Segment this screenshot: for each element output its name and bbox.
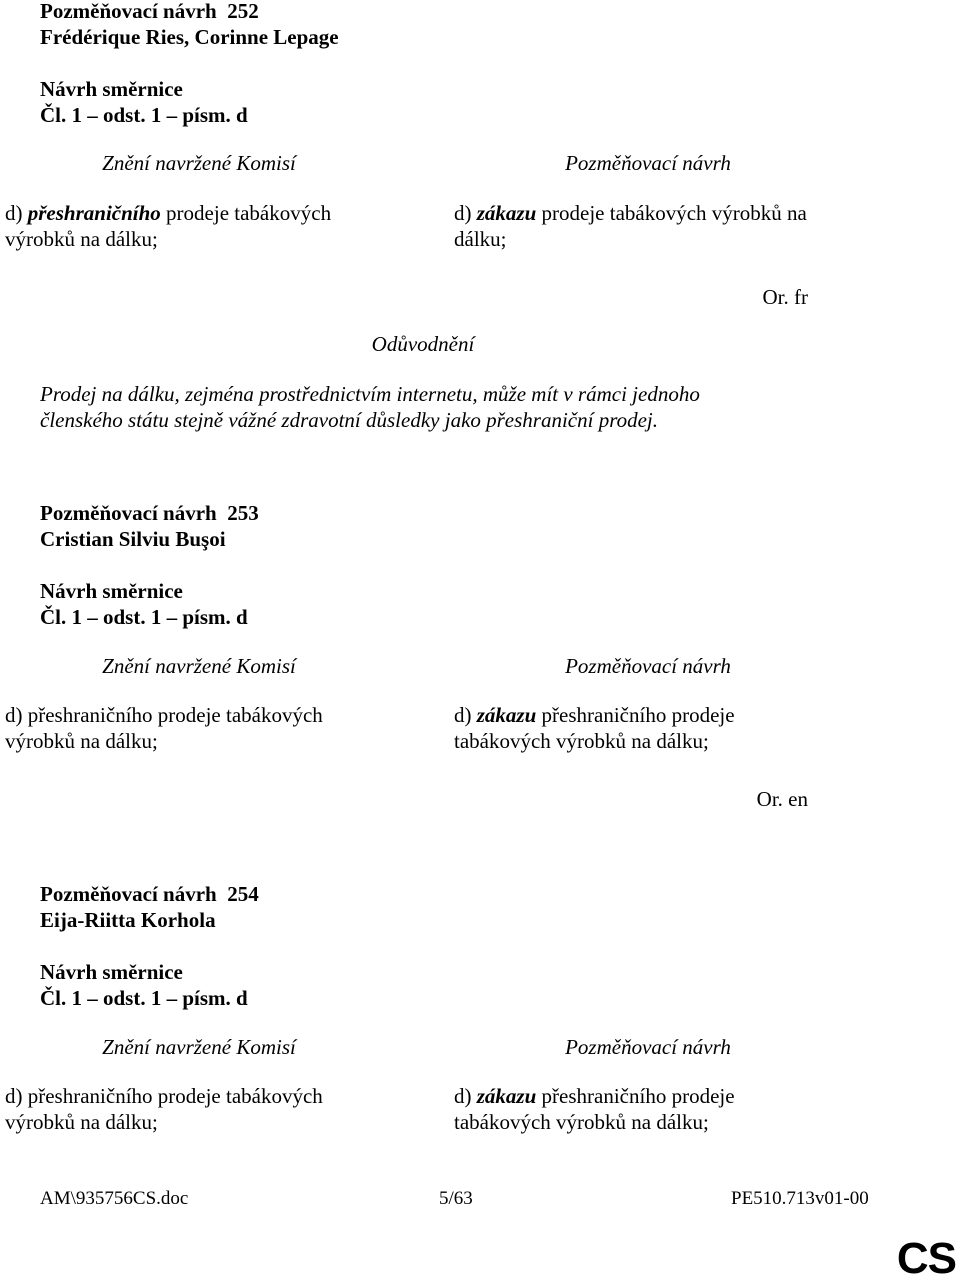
- changed-word: zákazu: [476, 703, 537, 727]
- page-number: 5/63: [439, 1188, 473, 1209]
- justification-text: Prodej na dálku, zejména prostřednictvím internetu, může mít v rámci jednoho členského státu stejně vážné zdravotní důsledky jako přeshraniční prodej.: [40, 382, 700, 432]
- amendment-authors: Eija-Riitta Korhola: [40, 908, 216, 932]
- document-reference: AM\935756CS.doc: [40, 1188, 189, 1209]
- column-header-commission: Znění navržené Komisí: [102, 1035, 296, 1059]
- column-header-commission: Znění navržené Komisí: [102, 654, 296, 678]
- commission-text: d) přeshraničního prodeje tabákových výrobků na dálku;: [5, 201, 332, 251]
- amendment-heading: Pozměňovací návrh 253: [40, 501, 259, 525]
- article-reference: Čl. 1 – odst. 1 – písm. d: [40, 103, 248, 127]
- changed-word: zákazu: [476, 201, 537, 225]
- original-language: Or. fr: [762, 285, 808, 309]
- article-reference: Čl. 1 – odst. 1 – písm. d: [40, 605, 248, 629]
- language-mark: CS: [896, 1234, 956, 1283]
- amendment-text: d) zákazu přeshraničního prodeje tabákových výrobků na dálku;: [454, 1084, 735, 1134]
- column-header-amendment: Pozměňovací návrh: [565, 151, 731, 175]
- justification-title: Odůvodnění: [371, 332, 475, 356]
- column-header-amendment: Pozměňovací návrh: [565, 654, 731, 678]
- amendment-heading: Pozměňovací návrh 252: [40, 0, 259, 23]
- amendment-text: d) zákazu přeshraničního prodeje tabákových výrobků na dálku;: [454, 703, 735, 753]
- pe-reference: PE510.713v01-00: [731, 1188, 869, 1209]
- commission-text: d) přeshraničního prodeje tabákových výrobků na dálku;: [5, 703, 323, 753]
- amendment-text: d) zákazu prodeje tabákových výrobků na dálku;: [454, 201, 807, 251]
- proposal-label: Návrh směrnice: [40, 77, 183, 101]
- proposal-label: Návrh směrnice: [40, 579, 183, 603]
- proposal-label: Návrh směrnice: [40, 960, 183, 984]
- commission-text: d) přeshraničního prodeje tabákových výrobků na dálku;: [5, 1084, 323, 1134]
- changed-word: přeshraničního: [27, 201, 161, 225]
- original-language: Or. en: [756, 787, 808, 811]
- changed-word: zákazu: [476, 1084, 537, 1108]
- amendment-heading: Pozměňovací návrh 254: [40, 882, 259, 906]
- article-reference: Čl. 1 – odst. 1 – písm. d: [40, 986, 248, 1010]
- column-header-amendment: Pozměňovací návrh: [565, 1035, 731, 1059]
- amendment-authors: Frédérique Ries, Corinne Lepage: [40, 25, 339, 49]
- column-header-commission: Znění navržené Komisí: [102, 151, 296, 175]
- amendment-authors: Cristian Silviu Buşoi: [40, 527, 226, 551]
- page-footer: [0, 1188, 960, 1218]
